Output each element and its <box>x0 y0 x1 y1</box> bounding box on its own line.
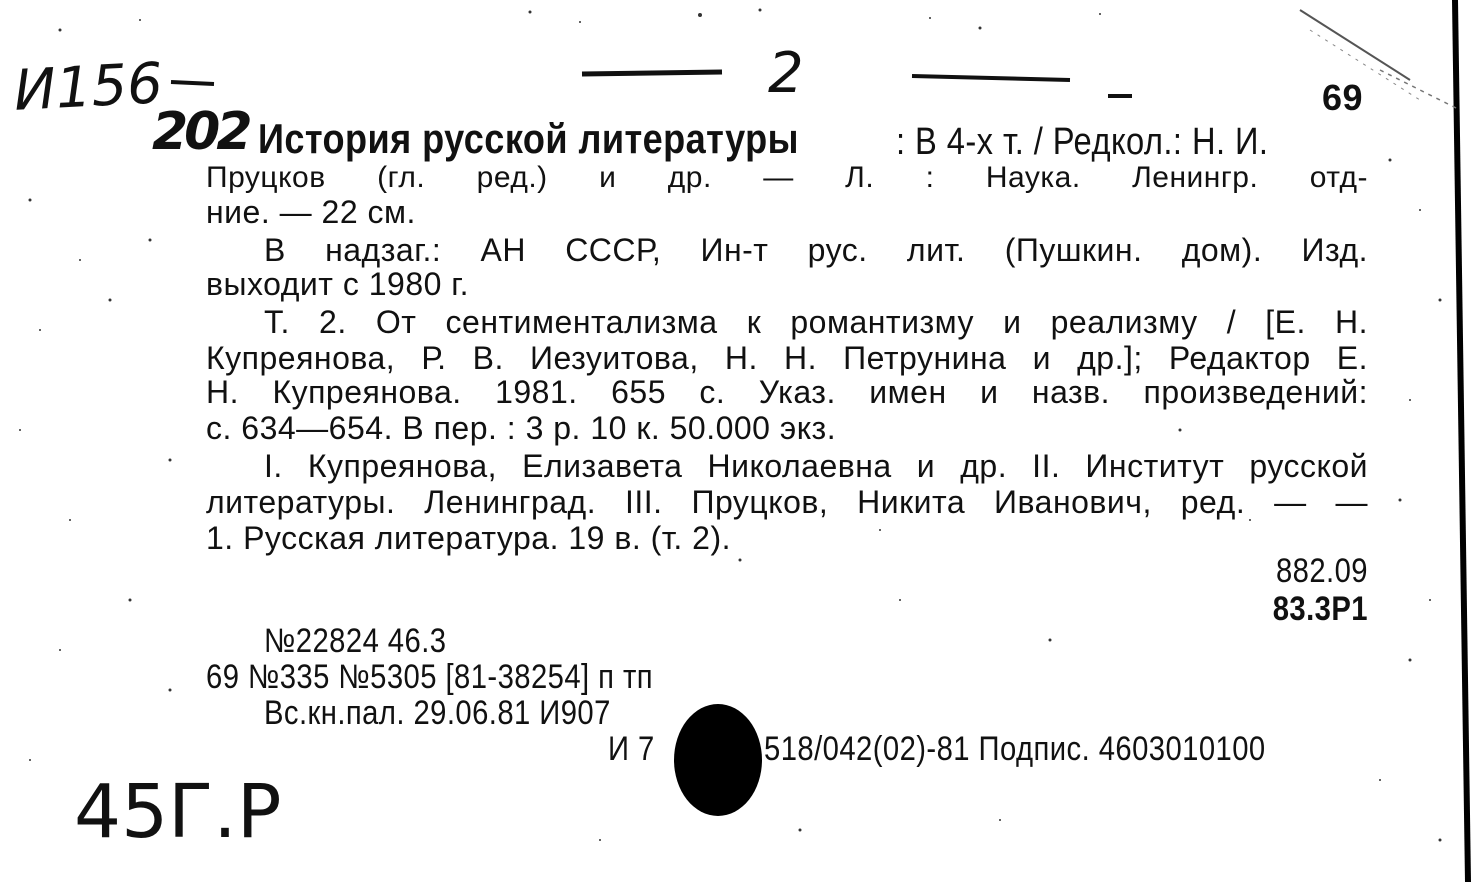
class-number-bbk: 83.3Р1 <box>1272 590 1368 628</box>
card-page-number: 69 <box>1322 77 1364 118</box>
record-line: Купреянова, Р. В. Иезуитова, Н. Н. Петрунина и др.]; Редактор Е. <box>206 340 1368 376</box>
tracing-line: литературы. Ленинград. III. Пруцков, Никита Иванович, ред. — — <box>206 484 1368 520</box>
handwritten-number-2: 2 <box>768 41 804 106</box>
handwritten-bottom-note: 45Г.Р <box>74 769 282 855</box>
handwritten-shelf-mark: И156 <box>12 51 165 124</box>
record-line: ние. — 22 см. <box>206 194 416 230</box>
title-continuation: : В 4-х т. / Редкол.: Н. И. <box>896 121 1269 163</box>
record-line: выходит с 1980 г. <box>206 266 469 302</box>
record-line: с. 634—654. В пер. : 3 р. 10 к. 50.000 экз. <box>206 410 837 446</box>
record-line: Пруцков (гл. ред.) и др. — Л. : Наука. Ленингр. отд- <box>206 161 1368 194</box>
record-line: Н. Купреянова. 1981. 655 с. Указ. имен и назв. произведений: <box>206 374 1368 410</box>
handwritten-number-202: 202 <box>152 102 249 162</box>
registration-line: 69 №335 №5305 [81-38254] п тп <box>206 658 654 696</box>
registration-line: №22824 46.3 <box>264 622 447 660</box>
record-line: В надзаг.: АН СССР, Ин-т рус. лит. (Пушкин. дом). Изд. <box>264 232 1368 268</box>
index-code-left: И 7 <box>608 730 655 768</box>
class-number-udc: 882.09 <box>1275 552 1368 590</box>
book-title: История русской литературы <box>258 115 799 162</box>
tracing-line: I. Купреянова, Елизавета Николаевна и др. II. Институт русской <box>264 448 1368 484</box>
index-code-right: 518/042(02)-81 Подпис. 4603010100 <box>764 730 1266 768</box>
registration-line: Вс.кн.пал. 29.06.81 И907 <box>264 694 611 732</box>
tracing-line: 1. Русская литература. 19 в. (т. 2). <box>206 520 731 556</box>
record-line: Т. 2. От сентиментализма к романтизму и реализму / [Е. Н. <box>264 304 1368 340</box>
